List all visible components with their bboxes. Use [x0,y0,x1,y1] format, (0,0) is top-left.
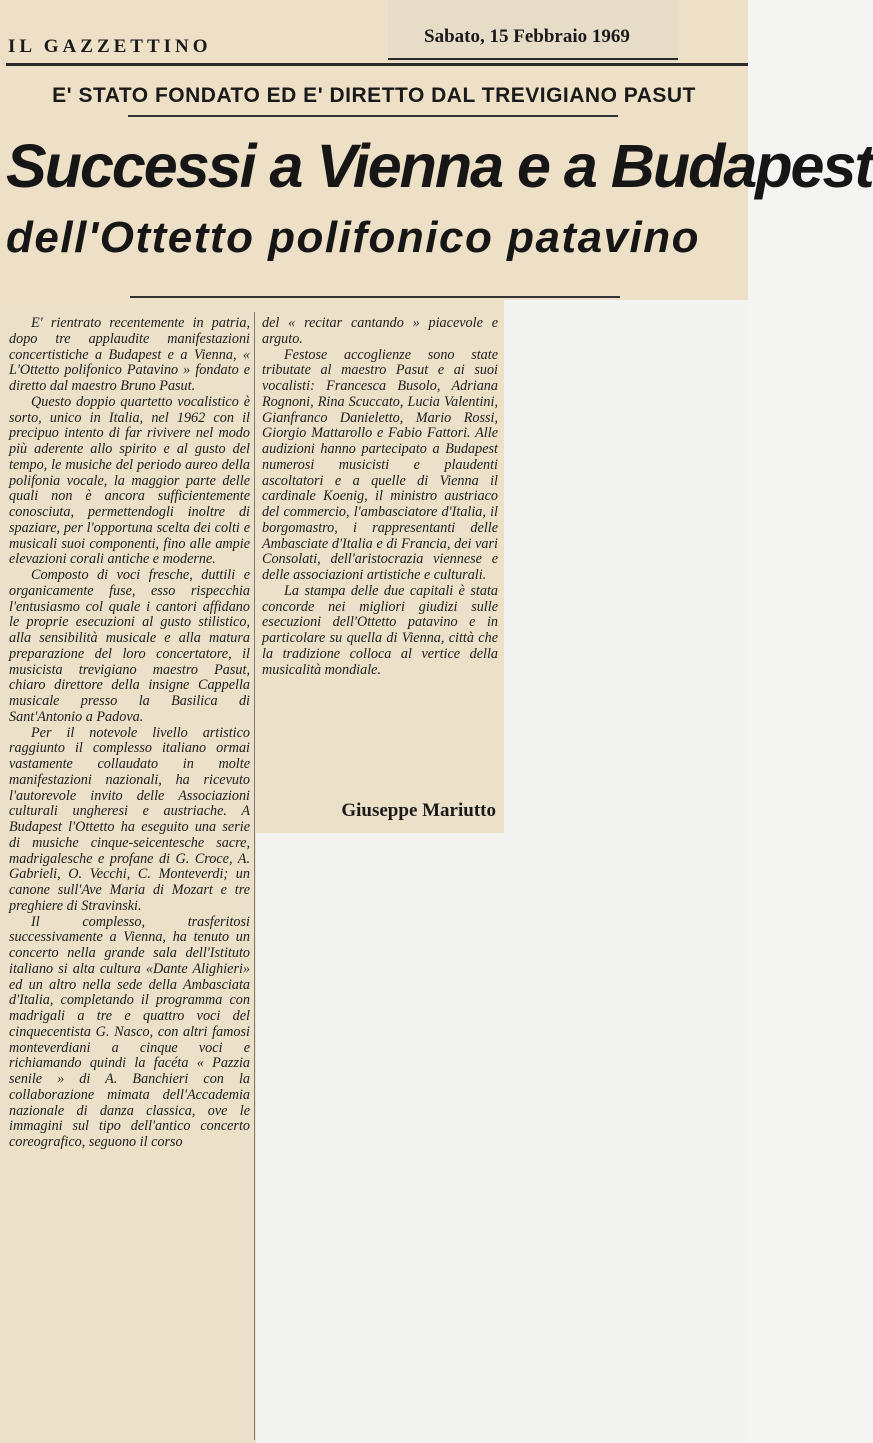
headline-rule [130,296,620,298]
paragraph: La stampa delle due capitali è stata concorde nei migliori giudizi sulle esecuzioni dell'Ottetto patavino e in particolare su quella di Vienna, città che la tradizione colloca al vertice della musicalità mondiale. [262,582,498,678]
column-divider [254,312,255,1440]
main-headline-line-2: dell'Ottetto polifonico patavino [6,213,700,262]
paragraph: Il complesso, trasferitosi successivamente a Vienna, ha tenuto un concerto nella grande sala dell'Istituto italiano si alta cultura «Dante Alighieri» ed un altro nella sede della Ambasciata d'Italia, completando il programma con madrigali a tre e quattro voci del cinquecentista G. Nasco, con altri famosi monteverdiani a cinque voci e richiamando quindi la facéta « Pazzia senile » di A. Banchieri con la collaborazione mimata dell'Accademia nazionale di danza classica, ove le immagini sul tipo dell'antico concerto coreografico, seguono il corso [9,913,250,1150]
paragraph: del « recitar cantando » piacevole e arguto. [262,315,498,347]
kicker-headline: E' STATO FONDATO ED E' DIRETTO DAL TREVIGIANO PASUT [52,84,696,107]
article-column-2 [262,316,498,678]
paragraph: E' rientrato recentemente in patria, dopo tre applaudite manifestazioni concertistiche a Budapest e a Vienna, « L'Ottetto polifonico Patavino » fondato e diretto dal maestro Bruno Pasut. [9,315,250,394]
paragraph: Composto di voci fresche, duttili e organicamente fuse, esso rispecchia l'entusiasmo col quale i cantori affidano le proprie esecuzioni al gusto stilistico, alla sensibilità musicale e alla matura preparazione del loro concertatore, il musicista trevigiano maestro Pasut, chiaro direttore della insigne Cappella musicale presso la Basilica di Sant'Antonio a Padova. [9,567,250,725]
blank-page-area [504,300,748,833]
main-headline-line-1: Successi a Vienna e a Budapest [6,132,873,200]
masthead-rule [6,63,748,66]
paragraph: Per il notevole livello artistico raggiunto il complesso italiano ormai vastamente collaudato in molte manifestazioni nazionali, ha ricevuto l'autorevole invito delle Associazioni culturali ungheresi e austriache. A Budapest l'Ottetto ha eseguito una serie di musiche cinque-seicentesche sacre, madrigalesche e profane di G. Croce, A. Gabrieli, O. Vecchi, C. Monteverdi; un canone sull'Ave Maria di Mozart e tre preghiere di Stravinski. [9,724,250,914]
kicker-rule [128,115,618,117]
blank-page-area-lower [256,833,748,1443]
newspaper-masthead: IL GAZZETTINO [8,36,212,57]
author-signature: Giuseppe Mariutto [341,800,496,821]
paragraph: Questo doppio quartetto vocalistico è sorto, unico in Italia, nel 1962 con il precipuo intento di far rivivere nel modo più aderente allo spirito e al gusto del tempo, le musiche del periodo aureo della polifonia vocale, la maggior parte delle quali non è ancora sufficientemente conosciuta, permettendogli inoltre di spaziare, per l'opportuna scelta dei colti e musicali suoi componenti, fino alle ampie elevazioni corali antiche e moderne. [9,393,250,568]
paragraph: Festose accoglienze sono state tributate al maestro Pasut e ai suoi vocalisti: Francesca Busolo, Adriana Rognoni, Rina Scuccato, Lucia Valentini, Gianfranco Danieletto, Mario Rossi, Giorgio Mattarollo e Fabio Fattori. Alle audizioni hanno partecipato a Budapest numerosi musicisti e plaudenti ascoltatori e a quelle di Vienna il cardinale Koenig, il ministro austriaco del commercio, l'ambasciatore d'Italia, il borgomastro, i rappresentanti delle Ambasciate d'Italia e di Francia, dei vari Consolati, dell'aristocrazia viennese e delle associazioni artistiche e culturali. [262,346,498,583]
date-rule [388,58,678,60]
publication-date: Sabato, 15 Febbraio 1969 [424,26,630,47]
article-column-1 [9,316,250,1151]
